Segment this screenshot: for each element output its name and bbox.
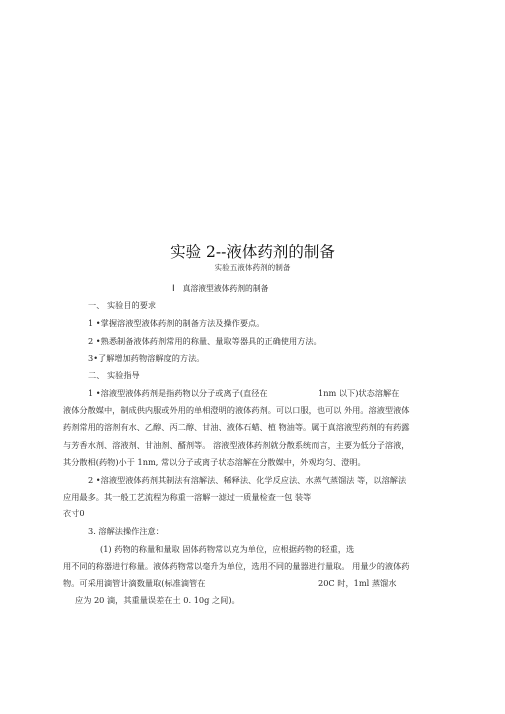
para1-line3: 药剂常用的溶剂有水、乙醇、丙二醇、甘油、液体石蜡、植 物油等。属于真溶液型药剂的有药露: [63, 422, 410, 432]
heading-goals: 一、 实验目的要求: [88, 300, 157, 310]
para1-line1-b: 1nm 以下)状态溶解在: [318, 388, 400, 398]
para2-line2: 应用最多。其一般工艺流程为称重一溶解一滤过一质量检查一包 装等: [63, 492, 312, 502]
para3-line1: (1) 药物的称量和量取 固体药物常以克为单位，应根据药物的轻重，选: [100, 544, 355, 554]
para3-line2: 用不同的称器进行称量。液体药物常以毫升为单位，选用不同的量器进行量取。 用量少的液体药: [63, 561, 410, 571]
para1-line2: 液体分散媒中，制成供内服或外用的单相澄明的液体药剂。可以口服，也可以 外用。溶液型液体: [63, 405, 410, 415]
section-title: 真溶液型液体药剂的制备: [182, 284, 269, 293]
goal-item-3: 3•了解增加药物溶解度的方法。: [88, 353, 205, 363]
heading-dissolution: 3. 溶解法操作注意：: [88, 526, 164, 536]
para2-line3: 衣寸0: [63, 508, 85, 518]
goal-item-1: 1 •掌握溶液型液体药剂的制备方法及操作要点。: [88, 318, 265, 328]
goal-item-2: 2 •熟悉制备液体药剂常用的称量、量取等器具的正确使用方法。: [88, 336, 322, 346]
section-number: I: [172, 284, 175, 294]
para3-line3-b: 20C 时，1ml 蒸馏水: [318, 578, 397, 588]
para2-line1: 2 •溶液型液体药剂其制法有溶解法、稀释法、化学反应法、水蒸气蒸馏法 等，以溶解法: [88, 475, 407, 485]
heading-guidance: 二、 实验指导: [88, 370, 140, 380]
document-title: 实验 2--液体药剂的制备: [170, 243, 335, 261]
document-subtitle: 实验五液体药剂的制备: [214, 263, 291, 272]
para1-line4: 与芳香水剂、溶液剂、甘油剂、醑剂等。 溶液型液体药剂就分散系统而言，主要为低分子溶液，: [63, 440, 410, 450]
section-heading: [172, 283, 268, 295]
para1-line1-a: 1 •溶液型液体药剂是指药物以分子或离子(直径在: [88, 388, 268, 398]
para1-line5: 其分散相(药物)小于 1nm, 常以分子或离子状态溶解在分散媒中，外观均匀、澄明。: [63, 457, 366, 467]
para3-line3-a: 物。可采用滴管计滴数量取(标准滴管在: [63, 578, 206, 588]
para3-line4: 应为 20 滴，其重量误差在土 0. 10g 之间)。: [75, 595, 240, 605]
